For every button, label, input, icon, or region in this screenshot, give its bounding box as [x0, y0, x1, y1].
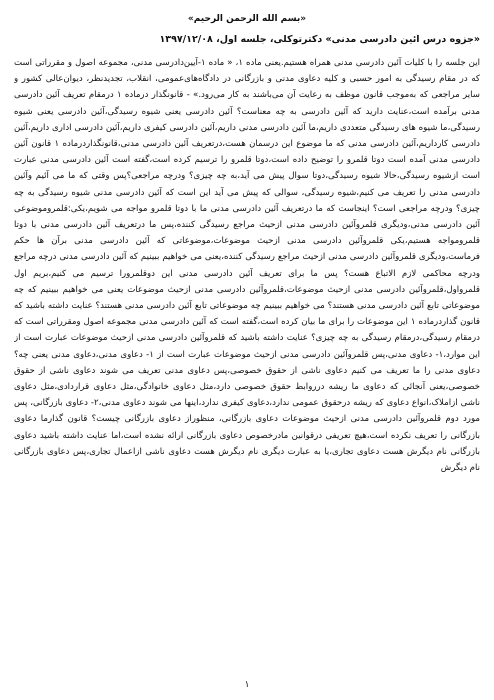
lecture-body-text: این جلسه را با کلیات آئین دادرسی مدنی همراه هستیم.یعنی ماده ۱، « ماده ۱-آیین‌دادرسی مدنی، مجموعه اصول و مقرراتی است که در مقام رسیدگی به امور حسبی و کلیه دعاوی مدنی و بازرگانی در دادگاه‌های‌عمومی، انقلاب، تجدیدنظر، دیوان‌عالی کشور و سایر مراجعی که به‌موجب قانون موظف به رعایت آن می‌باشند به کار می‌رود.» - قانونگذار درماده ۱ درمقام تعریف آئین دادرسی مدنی برآمده است،عنایت دارید که آئین دادرسی به چه معناست؟ آئین دادرسی یعنی شیوه رسیدگی،آئین دادرسی یعنی شیوه رسیدگی،ما شیوه های رسیدگی متعددی داریم،ما آئین دادرسی مدنی داریم،آئین دادرسی کیفری داریم،آئین دادرسی اداری داریم،آئین دادرسی کارداریم،آئین دادرسی مدنی که ما موضوع این درسمان هست،درتعریف آئین دادرسی مدنی،قانونگذاردرماده ۱ قانون آئین دادرسی مدنی آمده است دوتا قلمرو را توضیح داده است،دوتا قلمرو را ترسیم کرده است،گفته است آئین دادرسی مدنی عبارت است ازشیوه رسیدگی،حالا شیوه رسیدگی،دوتا سوال پیش می آید،به چه چیزی؟ ودرچه مراجعی؟پس وقتی که ما می آئیم وآئین دادرسی مدنی را تعریف می کنیم،شیوه رسیدگی، سوالی که پیش می آید این است که آئین دادرسی مدنی شیوه رسیدگی به چه چیزی؟ ودرچه مراجعی است؟ اینجاست که ما درتعریف آئین دادرسی مدنی ما با دوتا قلمرو مواجه می شویم،یکی:قلمروموضوعی آئین دادرسی مدنی،ودیگری قلمروآئین دادرسی مدنی ازحیث مراجع رسیدگی کننده،پس ما درتعریف آئین دادرسی مدنی با دوتا قلمرومواجه هستیم،یکی قلمروآئین دادرسی مدنی ازحیث موضوعات،موضوعاتی که آئین دادرسی مدنی برآن ها حکم فرماست،ودیگری قلمروآئین دادرسی مدنی ازحیث مراجع رسیدگی کننده،یعنی می خواهیم ببینیم که آئین دادرسی مدنی درچه مراجع ودرچه محاکمی لازم الاتباع هست؟ پس ما برای تعریف آئین دادرسی مدنی این دوقلمرورا ترسیم می کنیم،بریم اول قلمروا‌ول،قلمروآئین دادرسی مدنی ازحیث موضوعات،قلمروآئین دادرسی مدنی ازحیث موضوعات یعنی می خواهیم ببینیم که چه موضوعاتی تابع آئین دادرسی مدنی هستند؟ می خواهیم ببینیم چه موضوعاتی تابع آئین دادرسی مدنی هستند؟ عنایت داشته باشید که قانون گذاردرماده ۱ این موضوعات را برای ما بیان کرده است،گفته است که آئین دادرسی مدنی مجموعه اصول ومقرراتی است که درمقام رسیدگی،درمقام رسیدگی به چه چیزی؟ عنایت داشته باشید که قلمروآئین دادرسی مدنی ازحیث موضوعات عبارت است از این موارد،۱- دعاوی مدنی،پس قلمروآئین دادرسی مدنی ازحیث موضوعات عبارت است از ۱- دعاوی مدنی،دعاوی مدنی یعنی چه؟ دعاوی مدنی را ما تعریف می کنیم دعاوی ناشی از حقوق خصوصی،پس دعاوی مدنی تعریف می شوند دعاوی ناشی از حقوق خصوصی،یعنی آنجائی که دعاوی ما ریشه دررو‌ابط حقوق خصوصی دارد،مثل دعاوی خانوادگی،مثل دعاوی قراردادی،مثل دعاوی ناشی ازاملاک،انواع دعاوی که ریشه درحقوق عمومی ندارد،دعاوی کیفری ندارد،اینها می شوند دعاوی مدنی،۲- دعاوی بازرگانی، پس مورد دوم قلمروآئین دادرسی مدنی ازحیث موضوعات دعاوی بازرگانی، منظوراز دعاوی بازرگانی چیست؟ قانون گذارما دعاوی بازرگانی را تعریف نکرده است،هیچ تعریفی درقوانین مادرخصوص دعاوی بازرگانی ارائه نشده است،اما عنایت داشته باشید دعاوی بازرگانی نام دیگرش هست دعاوی تجاری،یا به عبارت دیگری نام دیگرش هست دعاوی ناشی ازاعمال تجاری،پس دعاوی بازرگانی نام دیگرش [14, 58, 480, 474]
lecture-header: «جزوه درس آئین دادرسی مدنی» دکترتوکلی، جلسه اول، ۱۳۹۷/۱۲/۰۸ [159, 34, 480, 45]
page-number: ۱ [244, 680, 250, 690]
basmala-heading: «بسم الله الرحمن الرحیم» [187, 14, 307, 24]
